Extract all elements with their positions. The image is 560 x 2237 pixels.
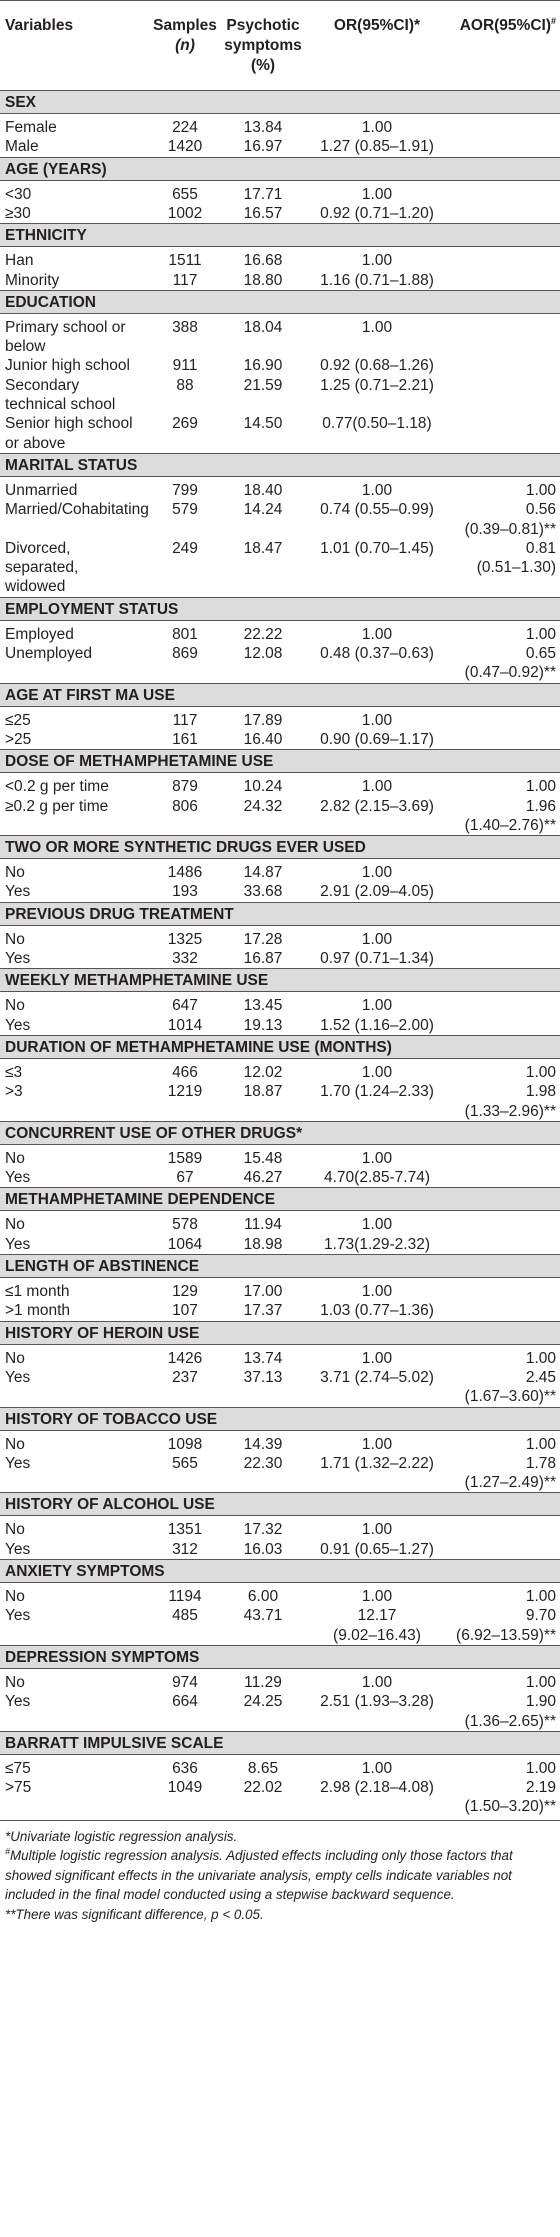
psychotic-percent-value: 14.24 [243,501,283,519]
aor-value: 2.19 [525,1779,556,1797]
or-value: 1.25 (0.71–2.21) [320,376,434,394]
row-label: ≥30 [5,204,31,222]
or-value: 0.97 (0.71–1.34) [320,950,434,967]
psychotic-percent-value: 19.13 [243,1016,283,1034]
samples-value: 312 [172,1540,198,1558]
samples-value: 806 [172,797,198,815]
section-header-previous-drug-treatment [0,902,560,926]
samples-value: 869 [172,645,198,662]
or-value: 1.00 [361,1588,393,1605]
or-value: 1.00 [361,1349,393,1367]
psychotic-percent-value: 16.87 [243,950,283,967]
samples-value: 466 [172,1063,198,1081]
row-label: Han [5,252,34,270]
psychotic-percent-value: 37.13 [243,1368,283,1386]
row-label: ≤75 [5,1759,31,1777]
psychotic-percent-value: 22.02 [243,1779,283,1797]
row-label: Yes [5,1235,31,1253]
psychotic-percent-value: 13.84 [243,119,283,136]
aor-value: 2.45 [525,1368,556,1386]
psychotic-percent-value: 18.87 [243,1083,283,1101]
table-bottom-rule [0,1820,560,1821]
or-value: 1.73(1.29-2.32) [324,1235,430,1253]
or-value: 1.00 [361,625,393,643]
samples-value: 1014 [167,1016,203,1034]
psychotic-percent-value: 18.40 [243,481,283,499]
section-header-barratt-impulsive-scale [0,1731,560,1755]
aor-value: (1.67–3.60)** [464,1388,556,1406]
samples-value: 224 [172,119,198,136]
aor-value: 0.65 [525,645,556,662]
section-title: TWO OR MORE SYNTHETIC DRUGS EVER USED [5,839,366,857]
psychotic-percent-value: 16.90 [243,357,283,375]
section-header-depression-symptoms [0,1645,560,1669]
table-top-rule [0,0,560,1]
row-label: Employed [5,625,74,643]
samples-value: 1219 [167,1083,203,1101]
or-value: 1.00 [361,1521,393,1539]
row-label: Yes [5,1016,31,1034]
section-title: DEPRESSION SYMPTOMS [5,1648,200,1666]
aor-value: 1.00 [525,481,556,499]
section-header-two-or-more-synthetic-drugs-ever-used [0,835,560,859]
psychotic-percent-value: 14.50 [243,415,283,433]
row-label: Minority [5,271,60,289]
footnote-multiple: #Multiple logistic regression analysis. Adjusted effects including only those factors that showed significant effects in the univariate analysis, empty cells indicate variables not included in the final model conducted using a stepwise backward sequence. [5,1846,513,1903]
row-label: or above [5,434,66,452]
aor-value: (1.36–2.65)** [464,1712,556,1730]
row-label: Senior high school [5,415,133,433]
row-label: Yes [5,1454,31,1472]
section-header-weekly-methamphetamine-use [0,968,560,992]
row-label: widowed [5,578,66,596]
psychotic-percent-value: 22.22 [243,625,283,643]
table-header [0,4,560,90]
samples-value: 1325 [167,930,203,948]
or-value: 2.82 (2.15–3.69) [320,797,434,815]
psychotic-percent-value: 14.39 [243,1435,283,1453]
psychotic-percent-value: 11.94 [244,1216,282,1234]
section-header-concurrent-use-of-other-drugs [0,1121,560,1145]
samples-value: 193 [172,883,198,901]
samples-value: 129 [172,1283,198,1300]
row-label: >25 [5,730,32,748]
aor-value: 1.96 [525,797,556,815]
section-header-sex [0,90,560,114]
psychotic-percent-value: 43.71 [243,1607,283,1625]
samples-value: 1351 [167,1521,203,1539]
psychotic-percent-value: 10.24 [243,778,283,796]
psychotic-percent-value: 11.29 [244,1673,282,1691]
row-label: Unmarried [5,481,78,499]
samples-value: 388 [172,318,198,336]
samples-value: 67 [176,1169,194,1187]
or-value: 1.03 (0.77–1.36) [320,1302,434,1320]
samples-value: 161 [172,730,198,748]
section-header-history-of-heroin-use [0,1321,560,1345]
or-value: 1.00 [361,1283,393,1300]
aor-value: 1.00 [525,1063,556,1081]
section-title: AGE (YEARS) [5,160,107,178]
row-label: Secondary [5,376,80,394]
row-label: ≥0.2 g per time [5,797,109,815]
header-percent: (%) [250,57,276,74]
or-value: 1.00 [361,185,393,203]
row-label: ≤1 month [5,1283,70,1300]
row-label: Yes [5,950,31,967]
samples-value: 1511 [168,252,202,270]
section-header-ethnicity [0,223,560,247]
samples-value: 801 [172,625,198,643]
header-samples: Samples [153,17,217,34]
aor-value: (1.33–2.96)** [464,1102,556,1120]
samples-value: 117 [172,711,198,729]
or-value: 0.74 (0.55–0.99) [320,501,434,519]
footnote-significance: **There was significant difference, p < 0.05. [5,1906,264,1922]
aor-value: 1.00 [525,1759,556,1777]
row-label: Divorced, [5,539,71,557]
samples-value: 269 [172,415,198,433]
psychotic-percent-value: 14.87 [243,864,283,882]
row-label: >75 [5,1779,32,1797]
psychotic-percent-value: 16.03 [243,1540,283,1558]
row-label: >1 month [5,1302,71,1320]
psychotic-percent-value: 33.68 [243,883,283,901]
samples-value: 1426 [167,1349,203,1367]
or-value: 1.00 [361,1435,393,1453]
psychotic-percent-value: 17.28 [243,930,283,948]
samples-value: 1420 [167,138,203,156]
samples-value: 879 [172,778,198,796]
or-value: 1.01 (0.70–1.45) [320,539,434,557]
psychotic-percent-value: 17.32 [243,1521,283,1539]
footnote-univariate: *Univariate logistic regression analysis. [5,1828,238,1844]
row-label: No [5,864,25,882]
section-title: WEEKLY METHAMPHETAMINE USE [5,972,269,990]
header-or: OR(95%CI)* [333,17,421,34]
aor-value: 1.98 [525,1083,556,1101]
row-label: No [5,1349,25,1367]
section-title: METHAMPHETAMINE DEPENDENCE [5,1191,276,1209]
or-value: 0.77(0.50–1.18) [322,415,432,433]
row-label: Married/Cohabitating [5,501,149,519]
samples-value: 647 [172,997,198,1015]
section-title: MARITAL STATUS [5,456,138,474]
section-header-history-of-alcohol-use [0,1492,560,1516]
header-variables: Variables [5,17,74,34]
or-value: 1.00 [361,1759,393,1777]
header-psychotic: Psychotic [226,17,300,34]
or-value: 1.00 [361,1063,393,1081]
aor-value: (0.51–1.30) [476,559,556,577]
row-label: Yes [5,1607,31,1625]
samples-value: 655 [172,185,198,203]
samples-value: 1049 [167,1779,203,1797]
row-label: No [5,1673,25,1691]
aor-value: (0.39–0.81)** [464,520,556,538]
samples-value: 1486 [167,864,203,882]
samples-value: 1589 [167,1149,203,1167]
row-label: Unemployed [5,645,93,662]
section-title: SEX [5,94,37,111]
psychotic-percent-value: 13.74 [243,1349,283,1367]
or-value: 1.52 (1.16–2.00) [320,1016,434,1034]
section-header-marital-status [0,453,560,477]
row-label: Yes [5,1540,31,1558]
row-label: >3 [5,1083,23,1101]
section-title: HISTORY OF TOBACCO USE [5,1410,218,1428]
section-title: EDUCATION [5,293,96,311]
row-label: <30 [5,185,32,203]
row-label: separated, [5,559,79,577]
or-value: 1.27 (0.85–1.91) [320,138,434,156]
or-value: 1.16 (0.71–1.88) [320,271,434,289]
aor-value: 1.00 [525,778,556,796]
section-header-dose-of-methamphetamine-use [0,749,560,773]
psychotic-percent-value: 24.25 [243,1693,283,1711]
psychotic-percent-value: 15.48 [243,1149,283,1167]
section-header-length-of-abstinence [0,1254,560,1278]
aor-value: (1.27–2.49)** [464,1474,556,1492]
or-value: 0.92 (0.68–1.26) [320,357,434,375]
row-label: ≤25 [5,711,31,729]
psychotic-percent-value: 12.08 [243,645,283,662]
aor-value: (1.50–3.20)** [464,1798,556,1816]
section-header-age-at-first-ma-use [0,683,560,707]
section-header-methamphetamine-dependence [0,1187,560,1211]
samples-value: 799 [172,481,198,499]
footnotes [5,1827,555,1925]
samples-value: 1064 [167,1235,203,1253]
section-header-education [0,290,560,314]
aor-value: (1.40–2.76)** [464,816,556,834]
or-value: 1.00 [361,778,393,796]
samples-value: 237 [172,1368,198,1386]
section-header-employment-status [0,597,560,621]
or-value: 1.00 [361,1673,393,1691]
row-label: Yes [5,1368,31,1386]
or-value: 1.70 (1.24–2.33) [320,1083,434,1101]
samples-value: 911 [172,357,198,375]
psychotic-percent-value: 18.80 [243,271,283,289]
psychotic-percent-value: 16.57 [243,204,283,222]
samples-value: 332 [172,950,198,967]
or-value: 1.00 [361,318,393,336]
row-label: No [5,930,25,948]
or-value: 1.00 [361,119,393,136]
psychotic-percent-value: 16.40 [243,730,283,748]
aor-value: 1.00 [525,1673,556,1691]
psychotic-percent-value: 16.97 [243,138,283,156]
or-value: 1.00 [361,930,393,948]
row-label: No [5,1216,25,1234]
or-value: 1.00 [361,864,393,882]
samples-value: 485 [172,1607,198,1625]
row-label: Yes [5,1169,31,1187]
samples-value: 1194 [168,1588,202,1605]
section-title: AGE AT FIRST MA USE [5,686,175,704]
section-title: ANXIETY SYMPTOMS [5,1563,165,1580]
samples-value: 578 [172,1216,198,1234]
psychotic-percent-value: 17.89 [243,711,283,729]
or-value: 0.91 (0.65–1.27) [320,1540,434,1558]
samples-value: 117 [172,271,198,289]
row-label: No [5,997,25,1015]
or-value: 0.90 (0.69–1.17) [320,730,434,748]
row-label: ≤3 [5,1063,23,1081]
aor-value: (0.47–0.92)** [464,664,556,682]
psychotic-percent-value: 18.47 [243,539,283,557]
row-label: No [5,1149,25,1167]
aor-value: 1.78 [525,1454,556,1472]
samples-value: 107 [172,1302,198,1320]
aor-value: (6.92–13.59)** [456,1626,556,1644]
or-value: 0.92 (0.71–1.20) [320,204,434,222]
section-title: DURATION OF METHAMPHETAMINE USE (MONTHS) [5,1038,392,1056]
section-header-age-years [0,157,560,181]
samples-value: 974 [172,1673,198,1691]
aor-value: 0.56 [525,501,556,519]
row-label: No [5,1435,25,1453]
psychotic-percent-value: 16.68 [243,252,283,270]
section-title: BARRATT IMPULSIVE SCALE [5,1734,224,1752]
or-value: 2.98 (2.18–4.08) [320,1779,434,1797]
or-value: 1.00 [361,1149,393,1167]
or-value: 1.71 (1.32–2.22) [320,1454,434,1472]
section-title: ETHNICITY [5,227,87,245]
section-title: PREVIOUS DRUG TREATMENT [5,905,234,923]
psychotic-percent-value: 22.30 [243,1454,283,1472]
section-header-anxiety-symptoms [0,1559,560,1583]
row-label: <0.2 g per time [5,778,109,796]
row-label: Yes [5,1693,31,1711]
or-value: 4.70(2.85-7.74) [324,1169,430,1187]
section-title: DOSE OF METHAMPHETAMINE USE [5,753,274,771]
aor-value: 0.81 [525,539,556,557]
aor-value: 1.00 [525,1349,556,1367]
row-label: No [5,1521,25,1539]
psychotic-percent-value: 6.00 [247,1588,279,1605]
section-title: EMPLOYMENT STATUS [5,600,179,618]
section-title: CONCURRENT USE OF OTHER DRUGS* [5,1124,303,1142]
samples-value: 249 [172,539,198,557]
psychotic-percent-value: 17.00 [243,1283,283,1300]
row-label: No [5,1588,25,1605]
header-aor: AOR(95%CI)# [459,15,556,34]
or-value: 2.51 (1.93–3.28) [320,1693,434,1711]
aor-value: 1.00 [525,625,556,643]
or-value: 3.71 (2.74–5.02) [320,1368,434,1386]
or-value: 12.17 [357,1607,397,1625]
psychotic-percent-value: 13.45 [243,997,283,1015]
psychotic-percent-value: 8.65 [247,1759,279,1777]
row-label: Female [5,119,57,136]
header-symptoms: symptoms [224,37,302,54]
section-title: HISTORY OF HEROIN USE [5,1324,200,1342]
psychotic-percent-value: 17.71 [243,185,283,203]
or-value: 1.00 [361,1216,393,1234]
samples-value: 565 [172,1454,198,1472]
or-value: 1.00 [361,252,393,270]
section-title: LENGTH OF ABSTINENCE [5,1258,200,1275]
row-label: technical school [5,396,116,413]
row-label: Yes [5,883,31,901]
row-label: Junior high school [5,357,130,375]
aor-value: 9.70 [525,1607,556,1625]
row-label: Primary school or [5,318,126,336]
samples-value: 88 [176,376,194,394]
psychotic-percent-value: 18.98 [243,1235,283,1253]
psychotic-percent-value: 17.37 [243,1302,283,1320]
aor-value: 1.00 [525,1435,556,1453]
header-samples-n: (n) [175,37,195,54]
row-label: below [5,338,46,356]
samples-value: 579 [172,501,198,519]
samples-value: 1002 [167,204,203,222]
aor-value: 1.00 [525,1588,556,1605]
section-header-history-of-tobacco-use [0,1407,560,1431]
section-title: HISTORY OF ALCOHOL USE [5,1496,215,1514]
psychotic-percent-value: 21.59 [243,376,283,394]
aor-value: 1.90 [525,1693,556,1711]
or-value: 0.48 (0.37–0.63) [320,645,434,662]
psychotic-percent-value: 18.04 [243,318,283,336]
row-label: Male [5,138,39,156]
or-value: 1.00 [361,481,393,499]
or-value: (9.02–16.43) [333,1626,421,1644]
samples-value: 636 [172,1759,198,1777]
or-value: 1.00 [361,711,393,729]
samples-value: 664 [172,1693,198,1711]
or-value: 2.91 (2.09–4.05) [320,883,434,901]
samples-value: 1098 [167,1435,203,1453]
psychotic-percent-value: 24.32 [243,797,283,815]
or-value: 1.00 [361,997,393,1015]
psychotic-percent-value: 12.02 [243,1063,283,1081]
section-header-duration-of-methamphetamine-use-months [0,1035,560,1059]
psychotic-percent-value: 46.27 [243,1169,283,1187]
